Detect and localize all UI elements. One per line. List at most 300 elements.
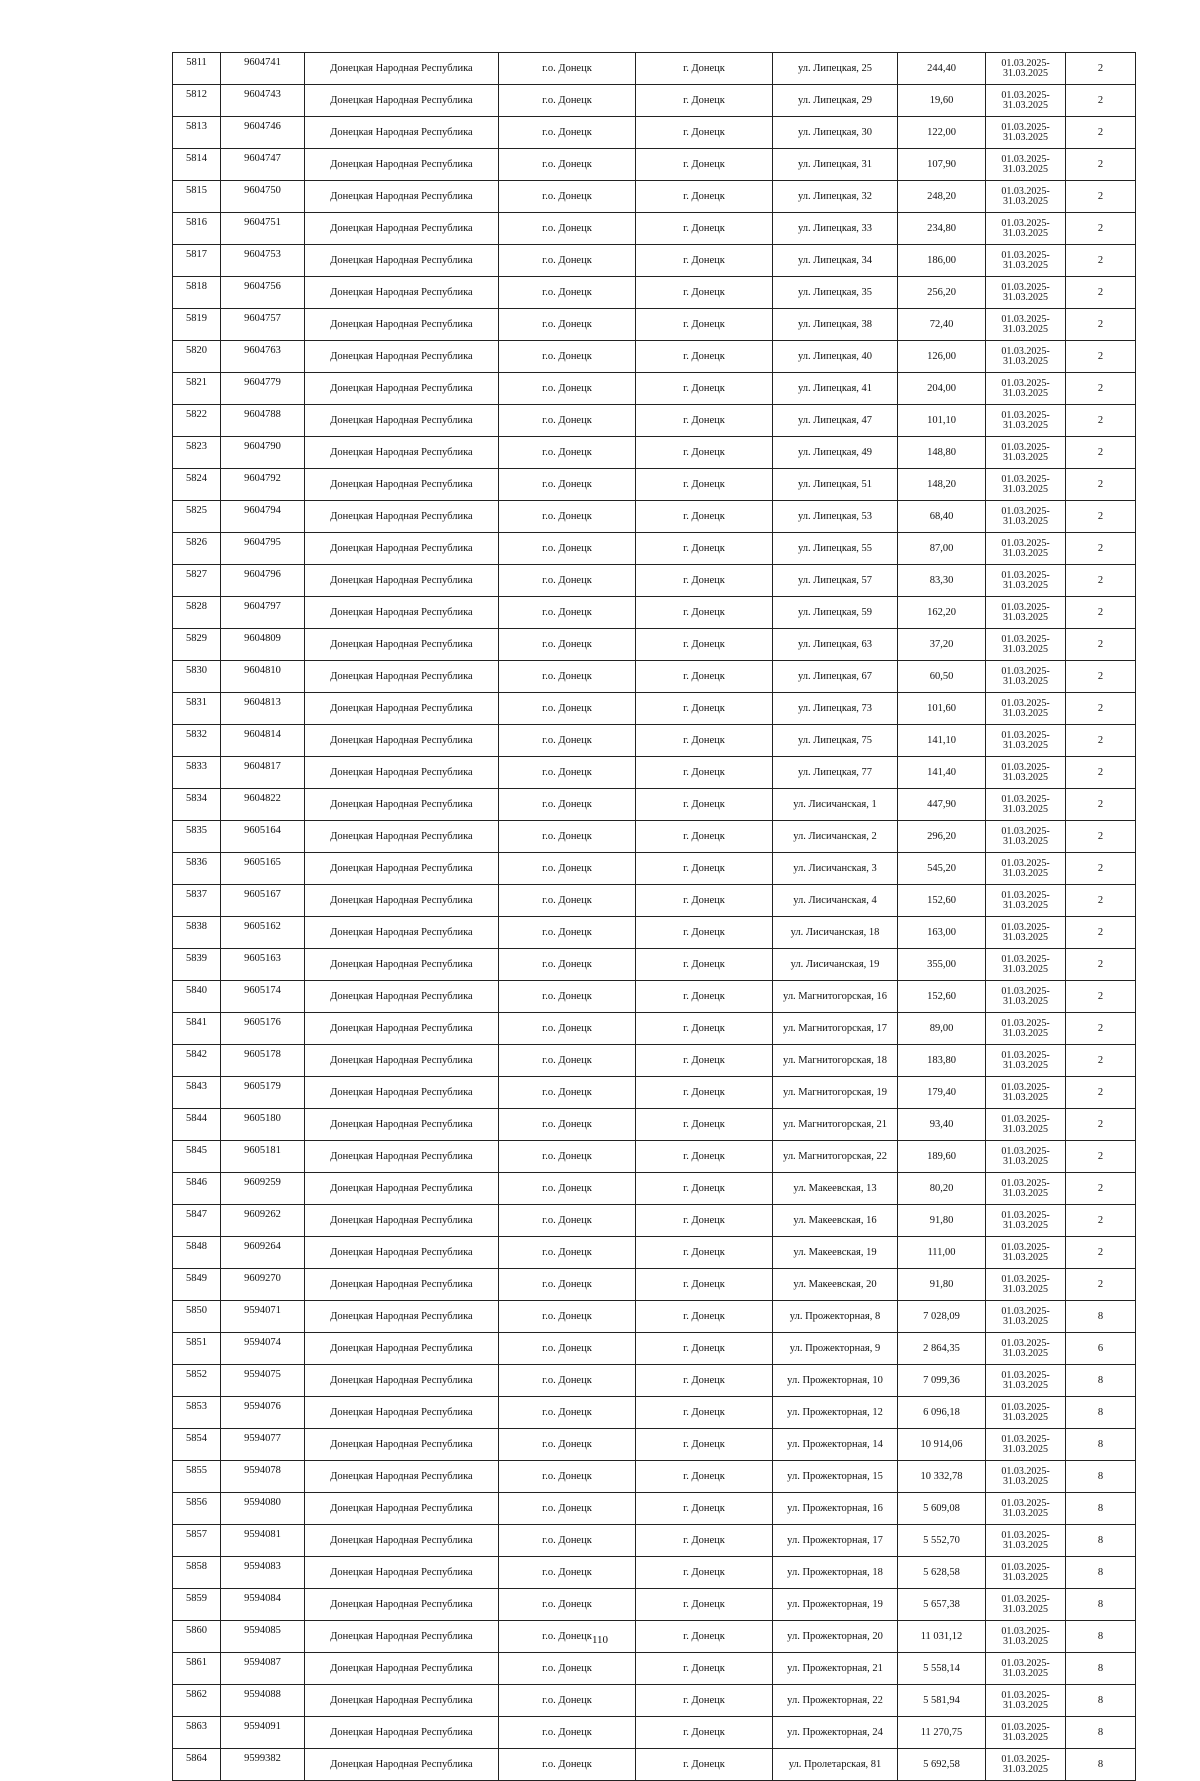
table-row — [173, 117, 1136, 149]
table-row — [173, 1173, 1136, 1205]
cadastral-id-cell: 9594087 — [221, 1653, 305, 1685]
region-cell: Донецкая Народная Республика — [305, 437, 499, 469]
period-cell — [986, 1109, 1066, 1141]
period-cell — [986, 1077, 1066, 1109]
city-cell: г. Донецк — [636, 1653, 773, 1685]
period-end-text: 31.03.2025 — [1003, 1219, 1048, 1231]
class-cell: 2 — [1066, 1109, 1136, 1141]
city-cell: г. Донецк — [636, 277, 773, 309]
class-cell: 2 — [1066, 821, 1136, 853]
class-cell: 8 — [1066, 1493, 1136, 1525]
cadastral-id-cell: 9594091 — [221, 1717, 305, 1749]
class-cell: 2 — [1066, 1045, 1136, 1077]
period-end-text: 31.03.2025 — [1003, 355, 1048, 367]
street-address-cell: ул. Лисичанская, 19 — [773, 949, 898, 981]
period-cell — [986, 629, 1066, 661]
region-cell: Донецкая Народная Республика — [305, 725, 499, 757]
region-cell: Донецкая Народная Республика — [305, 597, 499, 629]
period-end-text: 31.03.2025 — [1003, 707, 1048, 719]
row-number-cell: 5839 — [173, 949, 221, 981]
period-start-text: 01.03.2025- — [1001, 1145, 1050, 1157]
street-address-cell: ул. Липецкая, 53 — [773, 501, 898, 533]
class-cell: 2 — [1066, 597, 1136, 629]
period-end-text: 31.03.2025 — [1003, 1411, 1048, 1423]
class-cell: 2 — [1066, 405, 1136, 437]
period-end-text: 31.03.2025 — [1003, 1283, 1048, 1295]
class-cell: 2 — [1066, 373, 1136, 405]
street-address-cell: ул. Липецкая, 29 — [773, 85, 898, 117]
period-start-text: 01.03.2025- — [1001, 953, 1050, 965]
table-row — [173, 1397, 1136, 1429]
row-number-cell: 5845 — [173, 1141, 221, 1173]
area-cell: 148,80 — [898, 437, 986, 469]
table-row — [173, 661, 1136, 693]
region-cell: Донецкая Народная Республика — [305, 501, 499, 533]
class-cell: 2 — [1066, 757, 1136, 789]
city-cell: г. Донецк — [636, 917, 773, 949]
city-cell: г. Донецк — [636, 501, 773, 533]
period-end-text: 31.03.2025 — [1003, 291, 1048, 303]
street-address-cell: ул. Прожекторная, 24 — [773, 1717, 898, 1749]
table-row — [173, 405, 1136, 437]
area-cell: 5 692,58 — [898, 1749, 986, 1781]
district-cell: г.о. Донецк — [499, 341, 636, 373]
cadastral-id-cell: 9605165 — [221, 853, 305, 885]
district-cell: г.о. Донецк — [499, 1301, 636, 1333]
table-row — [173, 757, 1136, 789]
period-end-text: 31.03.2025 — [1003, 899, 1048, 911]
street-address-cell: ул. Липецкая, 32 — [773, 181, 898, 213]
street-address-cell: ул. Лисичанская, 3 — [773, 853, 898, 885]
period-start-text: 01.03.2025- — [1001, 665, 1050, 677]
class-cell: 2 — [1066, 1141, 1136, 1173]
cadastral-id-cell: 9604810 — [221, 661, 305, 693]
district-cell: г.о. Донецк — [499, 1269, 636, 1301]
period-start-text: 01.03.2025- — [1001, 1593, 1050, 1605]
city-cell: г. Донецк — [636, 1749, 773, 1781]
table-row — [173, 1109, 1136, 1141]
period-start-text: 01.03.2025- — [1001, 1273, 1050, 1285]
district-cell: г.о. Донецк — [499, 1749, 636, 1781]
city-cell: г. Донецк — [636, 1493, 773, 1525]
period-cell — [986, 1269, 1066, 1301]
row-number-cell: 5818 — [173, 277, 221, 309]
district-cell: г.о. Донецк — [499, 1557, 636, 1589]
class-cell: 2 — [1066, 629, 1136, 661]
city-cell: г. Донецк — [636, 1525, 773, 1557]
period-end-text: 31.03.2025 — [1003, 547, 1048, 559]
period-start-text: 01.03.2025- — [1001, 1017, 1050, 1029]
table-row — [173, 981, 1136, 1013]
table-row — [173, 1045, 1136, 1077]
period-end-text: 31.03.2025 — [1003, 1635, 1048, 1647]
period-cell — [986, 949, 1066, 981]
period-cell — [986, 1173, 1066, 1205]
period-start-text: 01.03.2025- — [1001, 889, 1050, 901]
district-cell: г.о. Донецк — [499, 1397, 636, 1429]
cadastral-id-cell: 9594084 — [221, 1589, 305, 1621]
region-cell: Донецкая Народная Республика — [305, 245, 499, 277]
street-address-cell: ул. Липецкая, 41 — [773, 373, 898, 405]
row-number-cell: 5837 — [173, 885, 221, 917]
district-cell: г.о. Донецк — [499, 1525, 636, 1557]
period-cell — [986, 1653, 1066, 1685]
class-cell: 2 — [1066, 501, 1136, 533]
district-cell: г.о. Донецк — [499, 245, 636, 277]
cadastral-id-cell: 9604790 — [221, 437, 305, 469]
street-address-cell: ул. Прожекторная, 10 — [773, 1365, 898, 1397]
street-address-cell: ул. Прожекторная, 15 — [773, 1461, 898, 1493]
city-cell: г. Донецк — [636, 1685, 773, 1717]
row-number-cell: 5848 — [173, 1237, 221, 1269]
city-cell: г. Донецк — [636, 949, 773, 981]
region-cell: Донецкая Народная Республика — [305, 1013, 499, 1045]
city-cell: г. Донецк — [636, 341, 773, 373]
period-end-text: 31.03.2025 — [1003, 387, 1048, 399]
class-cell: 2 — [1066, 149, 1136, 181]
city-cell: г. Донецк — [636, 437, 773, 469]
street-address-cell: ул. Прожекторная, 9 — [773, 1333, 898, 1365]
cadastral-id-cell: 9604741 — [221, 53, 305, 85]
area-cell: 244,40 — [898, 53, 986, 85]
district-cell: г.о. Донецк — [499, 213, 636, 245]
period-start-text: 01.03.2025- — [1001, 89, 1050, 101]
register-sheet — [172, 52, 1135, 1781]
class-cell: 2 — [1066, 725, 1136, 757]
area-cell: 256,20 — [898, 277, 986, 309]
district-cell: г.о. Донецк — [499, 1013, 636, 1045]
district-cell: г.о. Донецк — [499, 1365, 636, 1397]
cadastral-id-cell: 9594077 — [221, 1429, 305, 1461]
district-cell: г.о. Донецк — [499, 949, 636, 981]
row-number-cell: 5819 — [173, 309, 221, 341]
street-address-cell: ул. Прожекторная, 17 — [773, 1525, 898, 1557]
region-cell: Донецкая Народная Республика — [305, 213, 499, 245]
area-cell: 355,00 — [898, 949, 986, 981]
period-cell — [986, 789, 1066, 821]
period-start-text: 01.03.2025- — [1001, 633, 1050, 645]
district-cell: г.о. Донецк — [499, 1141, 636, 1173]
region-cell: Донецкая Народная Республика — [305, 1461, 499, 1493]
period-cell — [986, 1685, 1066, 1717]
area-cell: 545,20 — [898, 853, 986, 885]
table-row — [173, 885, 1136, 917]
row-number-cell: 5857 — [173, 1525, 221, 1557]
district-cell: г.о. Донецк — [499, 1461, 636, 1493]
period-end-text: 31.03.2025 — [1003, 963, 1048, 975]
period-cell — [986, 1301, 1066, 1333]
period-cell — [986, 277, 1066, 309]
table-row — [173, 309, 1136, 341]
region-cell: Донецкая Народная Республика — [305, 1589, 499, 1621]
table-row — [173, 437, 1136, 469]
city-cell: г. Донецк — [636, 853, 773, 885]
area-cell: 19,60 — [898, 85, 986, 117]
period-start-text: 01.03.2025- — [1001, 57, 1050, 69]
city-cell: г. Донецк — [636, 309, 773, 341]
region-cell: Донецкая Народная Республика — [305, 1717, 499, 1749]
class-cell: 2 — [1066, 1237, 1136, 1269]
period-cell — [986, 1493, 1066, 1525]
district-cell: г.о. Донецк — [499, 1621, 636, 1653]
area-cell: 248,20 — [898, 181, 986, 213]
street-address-cell: ул. Лисичанская, 1 — [773, 789, 898, 821]
cadastral-id-cell: 9605164 — [221, 821, 305, 853]
region-cell: Донецкая Народная Республика — [305, 981, 499, 1013]
period-start-text: 01.03.2025- — [1001, 1657, 1050, 1669]
street-address-cell: ул. Магнитогорская, 22 — [773, 1141, 898, 1173]
period-end-text: 31.03.2025 — [1003, 67, 1048, 79]
class-cell: 2 — [1066, 1077, 1136, 1109]
period-start-text: 01.03.2025- — [1001, 1529, 1050, 1541]
city-cell: г. Донецк — [636, 1557, 773, 1589]
period-start-text: 01.03.2025- — [1001, 505, 1050, 517]
table-row — [173, 789, 1136, 821]
street-address-cell: ул. Магнитогорская, 17 — [773, 1013, 898, 1045]
city-cell: г. Донецк — [636, 85, 773, 117]
row-number-cell: 5840 — [173, 981, 221, 1013]
row-number-cell: 5813 — [173, 117, 221, 149]
period-cell — [986, 533, 1066, 565]
table-row — [173, 85, 1136, 117]
period-start-text: 01.03.2025- — [1001, 825, 1050, 837]
period-end-text: 31.03.2025 — [1003, 515, 1048, 527]
city-cell: г. Донецк — [636, 53, 773, 85]
street-address-cell: ул. Прожекторная, 18 — [773, 1557, 898, 1589]
cadastral-id-cell: 9604822 — [221, 789, 305, 821]
area-cell: 80,20 — [898, 1173, 986, 1205]
city-cell: г. Донецк — [636, 1013, 773, 1045]
district-cell: г.о. Донецк — [499, 1685, 636, 1717]
street-address-cell: ул. Прожекторная, 20 — [773, 1621, 898, 1653]
period-cell — [986, 981, 1066, 1013]
table-row — [173, 1205, 1136, 1237]
city-cell: г. Донецк — [636, 629, 773, 661]
city-cell: г. Донецк — [636, 1045, 773, 1077]
period-end-text: 31.03.2025 — [1003, 131, 1048, 143]
period-cell — [986, 469, 1066, 501]
district-cell: г.о. Донецк — [499, 1077, 636, 1109]
class-cell: 2 — [1066, 693, 1136, 725]
region-cell: Донецкая Народная Республика — [305, 117, 499, 149]
period-cell — [986, 341, 1066, 373]
area-cell: 87,00 — [898, 533, 986, 565]
table-row — [173, 1301, 1136, 1333]
table-row — [173, 533, 1136, 565]
street-address-cell: ул. Прожекторная, 21 — [773, 1653, 898, 1685]
row-number-cell: 5820 — [173, 341, 221, 373]
period-end-text: 31.03.2025 — [1003, 163, 1048, 175]
district-cell: г.о. Донецк — [499, 1045, 636, 1077]
row-number-cell: 5841 — [173, 1013, 221, 1045]
period-start-text: 01.03.2025- — [1001, 1753, 1050, 1765]
period-start-text: 01.03.2025- — [1001, 1497, 1050, 1509]
period-cell — [986, 821, 1066, 853]
period-start-text: 01.03.2025- — [1001, 1177, 1050, 1189]
cadastral-id-cell: 9605178 — [221, 1045, 305, 1077]
class-cell: 2 — [1066, 533, 1136, 565]
period-start-text: 01.03.2025- — [1001, 985, 1050, 997]
area-cell: 107,90 — [898, 149, 986, 181]
region-cell: Донецкая Народная Республика — [305, 1269, 499, 1301]
period-start-text: 01.03.2025- — [1001, 1561, 1050, 1573]
district-cell: г.о. Донецк — [499, 565, 636, 597]
city-cell: г. Донецк — [636, 725, 773, 757]
area-cell: 83,30 — [898, 565, 986, 597]
period-start-text: 01.03.2025- — [1001, 1241, 1050, 1253]
period-end-text: 31.03.2025 — [1003, 1443, 1048, 1455]
region-cell: Донецкая Народная Республика — [305, 1109, 499, 1141]
period-start-text: 01.03.2025- — [1001, 185, 1050, 197]
street-address-cell: ул. Лисичанская, 4 — [773, 885, 898, 917]
period-start-text: 01.03.2025- — [1001, 441, 1050, 453]
period-end-text: 31.03.2025 — [1003, 227, 1048, 239]
region-cell: Донецкая Народная Республика — [305, 309, 499, 341]
area-cell: 141,40 — [898, 757, 986, 789]
period-cell — [986, 1333, 1066, 1365]
area-cell: 5 628,58 — [898, 1557, 986, 1589]
row-number-cell: 5843 — [173, 1077, 221, 1109]
row-number-cell: 5827 — [173, 565, 221, 597]
period-cell — [986, 1525, 1066, 1557]
row-number-cell: 5854 — [173, 1429, 221, 1461]
table-row — [173, 597, 1136, 629]
class-cell: 8 — [1066, 1653, 1136, 1685]
cadastral-id-cell: 9594083 — [221, 1557, 305, 1589]
class-cell: 8 — [1066, 1717, 1136, 1749]
region-cell: Донецкая Народная Республика — [305, 1749, 499, 1781]
city-cell: г. Донецк — [636, 373, 773, 405]
street-address-cell: ул. Липецкая, 30 — [773, 117, 898, 149]
row-number-cell: 5855 — [173, 1461, 221, 1493]
period-cell — [986, 853, 1066, 885]
class-cell: 8 — [1066, 1397, 1136, 1429]
district-cell: г.о. Донецк — [499, 693, 636, 725]
area-cell: 183,80 — [898, 1045, 986, 1077]
region-cell: Донецкая Народная Республика — [305, 565, 499, 597]
city-cell: г. Донецк — [636, 149, 773, 181]
cadastral-id-cell: 9604763 — [221, 341, 305, 373]
class-cell: 2 — [1066, 789, 1136, 821]
cadastral-id-cell: 9604797 — [221, 597, 305, 629]
area-cell: 126,00 — [898, 341, 986, 373]
period-cell — [986, 1429, 1066, 1461]
period-cell — [986, 309, 1066, 341]
table-row — [173, 1013, 1136, 1045]
area-cell: 2 864,35 — [898, 1333, 986, 1365]
cadastral-id-cell: 9604743 — [221, 85, 305, 117]
period-start-text: 01.03.2025- — [1001, 1721, 1050, 1733]
period-end-text: 31.03.2025 — [1003, 675, 1048, 687]
city-cell: г. Донецк — [636, 1301, 773, 1333]
period-start-text: 01.03.2025- — [1001, 1113, 1050, 1125]
street-address-cell: ул. Липецкая, 73 — [773, 693, 898, 725]
period-start-text: 01.03.2025- — [1001, 153, 1050, 165]
table-row — [173, 821, 1136, 853]
period-start-text: 01.03.2025- — [1001, 1689, 1050, 1701]
cadastral-id-cell: 9604747 — [221, 149, 305, 181]
row-number-cell: 5856 — [173, 1493, 221, 1525]
period-cell — [986, 149, 1066, 181]
period-end-text: 31.03.2025 — [1003, 1731, 1048, 1743]
street-address-cell: ул. Макеевская, 16 — [773, 1205, 898, 1237]
period-end-text: 31.03.2025 — [1003, 995, 1048, 1007]
cadastral-id-cell: 9604809 — [221, 629, 305, 661]
table-row — [173, 1077, 1136, 1109]
area-cell: 5 657,38 — [898, 1589, 986, 1621]
page-number: 110 — [591, 1634, 609, 1646]
class-cell: 2 — [1066, 117, 1136, 149]
period-start-text: 01.03.2025- — [1001, 761, 1050, 773]
cadastral-id-cell: 9594071 — [221, 1301, 305, 1333]
area-cell: 189,60 — [898, 1141, 986, 1173]
area-cell: 60,50 — [898, 661, 986, 693]
district-cell: г.о. Донецк — [499, 725, 636, 757]
period-start-text: 01.03.2025- — [1001, 1369, 1050, 1381]
region-cell: Донецкая Народная Республика — [305, 917, 499, 949]
row-number-cell: 5861 — [173, 1653, 221, 1685]
city-cell: г. Донецк — [636, 245, 773, 277]
area-cell: 152,60 — [898, 885, 986, 917]
area-cell: 5 558,14 — [898, 1653, 986, 1685]
cadastral-id-cell: 9594081 — [221, 1525, 305, 1557]
class-cell: 2 — [1066, 341, 1136, 373]
table-row — [173, 1141, 1136, 1173]
cadastral-id-cell: 9604746 — [221, 117, 305, 149]
row-number-cell: 5832 — [173, 725, 221, 757]
cadastral-id-cell: 9604753 — [221, 245, 305, 277]
area-cell: 5 581,94 — [898, 1685, 986, 1717]
period-cell — [986, 1237, 1066, 1269]
period-cell — [986, 1717, 1066, 1749]
class-cell: 2 — [1066, 1013, 1136, 1045]
city-cell: г. Донецк — [636, 1461, 773, 1493]
cadastral-id-cell: 9605163 — [221, 949, 305, 981]
row-number-cell: 5830 — [173, 661, 221, 693]
table-row — [173, 1749, 1136, 1781]
period-end-text: 31.03.2025 — [1003, 195, 1048, 207]
row-number-cell: 5835 — [173, 821, 221, 853]
street-address-cell: ул. Липецкая, 40 — [773, 341, 898, 373]
period-start-text: 01.03.2025- — [1001, 1305, 1050, 1317]
period-end-text: 31.03.2025 — [1003, 259, 1048, 271]
table-row — [173, 565, 1136, 597]
period-cell — [986, 725, 1066, 757]
region-cell: Донецкая Народная Республика — [305, 1173, 499, 1205]
period-end-text: 31.03.2025 — [1003, 1539, 1048, 1551]
district-cell: г.о. Донецк — [499, 1237, 636, 1269]
period-cell — [986, 213, 1066, 245]
class-cell: 2 — [1066, 309, 1136, 341]
street-address-cell: ул. Липецкая, 67 — [773, 661, 898, 693]
table-row — [173, 1237, 1136, 1269]
region-cell: Донецкая Народная Республика — [305, 277, 499, 309]
period-cell — [986, 565, 1066, 597]
period-end-text: 31.03.2025 — [1003, 1763, 1048, 1775]
cadastral-id-cell: 9594074 — [221, 1333, 305, 1365]
table-row — [173, 1269, 1136, 1301]
region-cell: Донецкая Народная Республика — [305, 181, 499, 213]
area-cell: 296,20 — [898, 821, 986, 853]
row-number-cell: 5850 — [173, 1301, 221, 1333]
district-cell: г.о. Донецк — [499, 853, 636, 885]
row-number-cell: 5811 — [173, 53, 221, 85]
street-address-cell: ул. Липецкая, 34 — [773, 245, 898, 277]
period-cell — [986, 181, 1066, 213]
row-number-cell: 5846 — [173, 1173, 221, 1205]
table-row — [173, 1717, 1136, 1749]
street-address-cell: ул. Липецкая, 57 — [773, 565, 898, 597]
